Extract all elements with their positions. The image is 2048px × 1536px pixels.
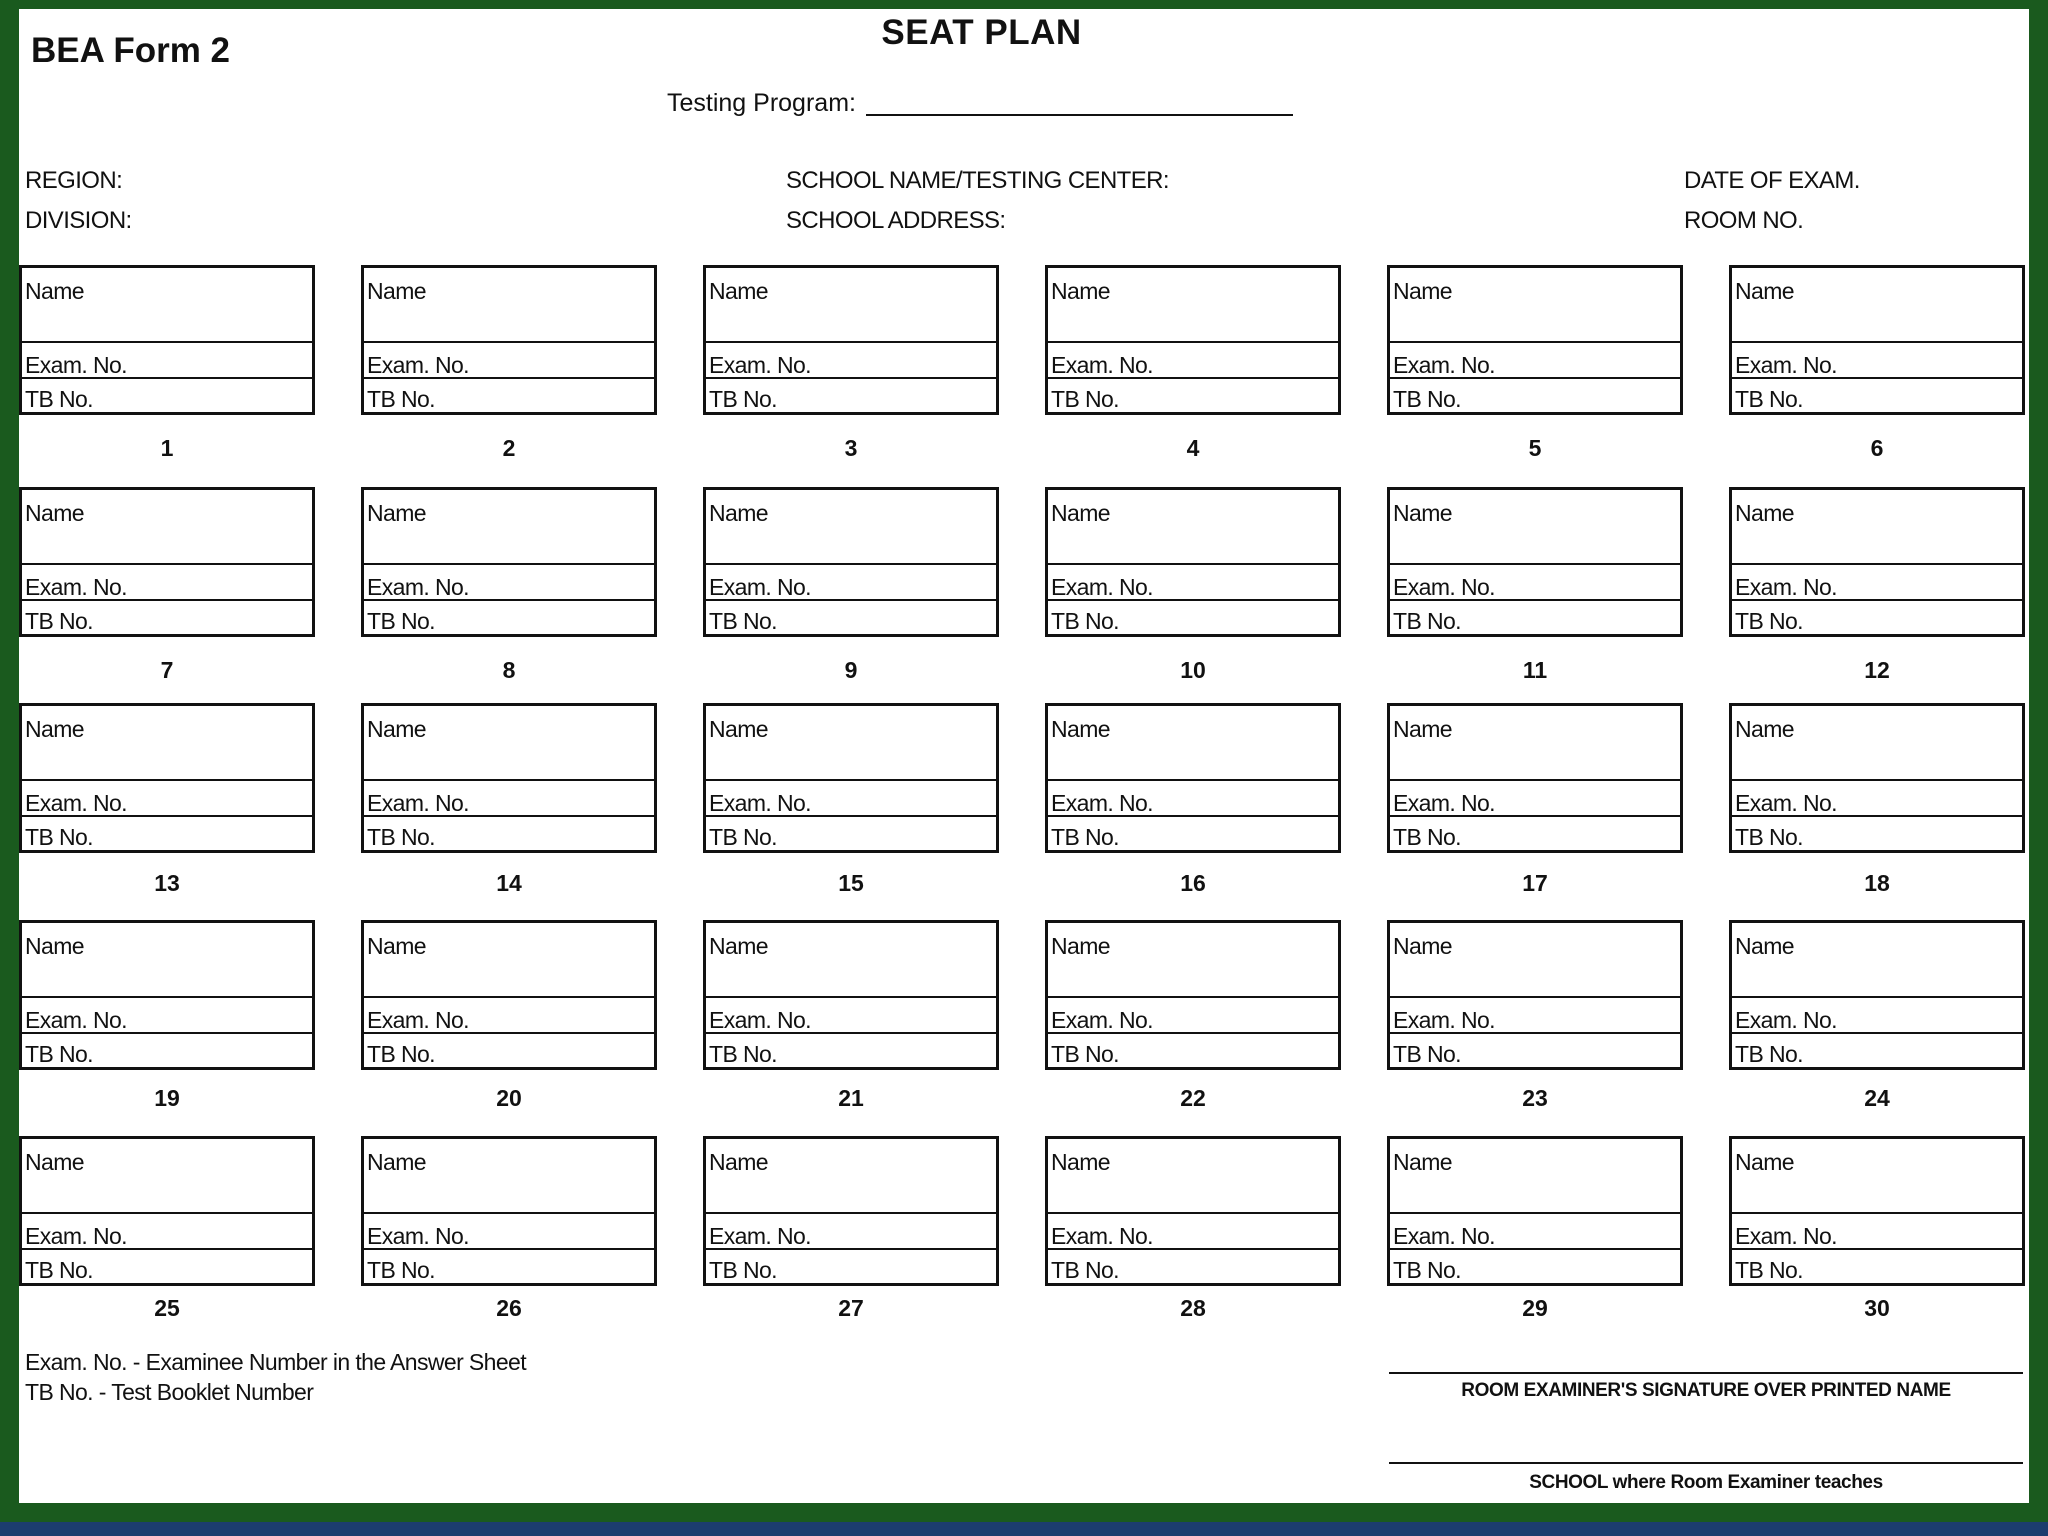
testing-program-label: Testing Program: <box>667 89 856 117</box>
seat-box[interactable] <box>19 265 315 415</box>
seat-exam-no-label: Exam. No. <box>1735 1223 1837 1249</box>
seat-exam-no-label: Exam. No. <box>25 1007 127 1033</box>
seat-box[interactable] <box>19 1136 315 1286</box>
seat-divider <box>364 1032 654 1034</box>
seat-divider <box>1732 341 2022 343</box>
seat-tb-no-label: TB No. <box>367 824 435 850</box>
seat-divider <box>22 377 312 379</box>
testing-program-field[interactable] <box>866 114 1293 116</box>
seat-divider <box>1732 1032 2022 1034</box>
seat-exam-no-label: Exam. No. <box>1051 574 1153 600</box>
seat-number: 15 <box>838 870 864 896</box>
seat-tb-no-label: TB No. <box>1051 608 1119 634</box>
seat-exam-no-label: Exam. No. <box>709 352 811 378</box>
seat-divider <box>1732 1212 2022 1214</box>
seat-box[interactable] <box>361 920 657 1070</box>
seat-box[interactable] <box>1729 487 2025 637</box>
seat-exam-no-label: Exam. No. <box>367 574 469 600</box>
seat-divider <box>1390 377 1680 379</box>
seat-box[interactable] <box>703 1136 999 1286</box>
division-label: DIVISION: <box>25 207 132 234</box>
seat-name-label: Name <box>367 716 426 742</box>
seat-divider <box>1048 815 1338 817</box>
seat-divider <box>706 815 996 817</box>
date-of-exam-label: DATE OF EXAM. <box>1684 167 1860 194</box>
legend-exam-no: Exam. No. - Examinee Number in the Answer Sheet <box>25 1349 527 1375</box>
seat-number: 26 <box>496 1295 522 1321</box>
seat-tb-no-label: TB No. <box>367 608 435 634</box>
seat-number: 13 <box>154 870 180 896</box>
seat-name-label: Name <box>1393 716 1452 742</box>
seat-name-label: Name <box>709 278 768 304</box>
seat-tb-no-label: TB No. <box>367 1257 435 1283</box>
seat-name-label: Name <box>367 933 426 959</box>
seat-number: 11 <box>1522 657 1548 683</box>
seat-name-label: Name <box>25 933 84 959</box>
seat-tb-no-label: TB No. <box>367 386 435 412</box>
examiner-signature-line[interactable] <box>1389 1372 2023 1374</box>
seat-number: 28 <box>1180 1295 1206 1321</box>
seat-name-label: Name <box>25 716 84 742</box>
seat-exam-no-label: Exam. No. <box>367 790 469 816</box>
seat-divider <box>22 599 312 601</box>
seat-divider <box>22 996 312 998</box>
seat-exam-no-label: Exam. No. <box>1393 790 1495 816</box>
seat-divider <box>1390 1248 1680 1250</box>
seat-box[interactable] <box>1387 920 1683 1070</box>
seat-tb-no-label: TB No. <box>1051 1257 1119 1283</box>
seat-divider <box>1048 599 1338 601</box>
seat-tb-no-label: TB No. <box>25 1041 93 1067</box>
seat-divider <box>364 779 654 781</box>
seat-divider <box>1048 377 1338 379</box>
seat-tb-no-label: TB No. <box>1393 824 1461 850</box>
seat-box[interactable] <box>1729 920 2025 1070</box>
seat-name-label: Name <box>1051 500 1110 526</box>
seat-box[interactable] <box>1387 487 1683 637</box>
seat-box[interactable] <box>1045 703 1341 853</box>
seat-divider <box>22 779 312 781</box>
seat-name-label: Name <box>1735 933 1794 959</box>
seat-tb-no-label: TB No. <box>1393 386 1461 412</box>
seat-divider <box>1390 815 1680 817</box>
seat-number: 8 <box>502 657 516 683</box>
seat-box[interactable] <box>1045 265 1341 415</box>
seat-box[interactable] <box>1045 487 1341 637</box>
seat-exam-no-label: Exam. No. <box>1393 352 1495 378</box>
seat-box[interactable] <box>19 703 315 853</box>
seat-divider <box>1048 341 1338 343</box>
seat-exam-no-label: Exam. No. <box>709 790 811 816</box>
seat-number: 1 <box>160 435 174 461</box>
seat-tb-no-label: TB No. <box>709 824 777 850</box>
seat-name-label: Name <box>1051 1149 1110 1175</box>
seat-exam-no-label: Exam. No. <box>1051 352 1153 378</box>
seat-divider <box>364 599 654 601</box>
seat-exam-no-label: Exam. No. <box>1393 1223 1495 1249</box>
seat-divider <box>1390 779 1680 781</box>
seat-tb-no-label: TB No. <box>1735 824 1803 850</box>
seat-exam-no-label: Exam. No. <box>1051 1223 1153 1249</box>
seat-number: 27 <box>838 1295 864 1321</box>
seat-tb-no-label: TB No. <box>1051 824 1119 850</box>
seat-box[interactable] <box>703 487 999 637</box>
seat-name-label: Name <box>1051 278 1110 304</box>
seat-name-label: Name <box>25 278 84 304</box>
seat-divider <box>1048 1248 1338 1250</box>
seat-divider <box>1732 815 2022 817</box>
seat-divider <box>1048 563 1338 565</box>
seat-exam-no-label: Exam. No. <box>25 352 127 378</box>
seat-box[interactable] <box>1045 1136 1341 1286</box>
seat-divider <box>364 996 654 998</box>
seat-exam-no-label: Exam. No. <box>709 1223 811 1249</box>
school-signature-caption: SCHOOL where Room Examiner teaches <box>1529 1472 1883 1493</box>
seat-number: 5 <box>1528 435 1542 461</box>
seat-divider <box>1732 563 2022 565</box>
seat-exam-no-label: Exam. No. <box>25 574 127 600</box>
seat-divider <box>1732 377 2022 379</box>
seat-divider <box>1390 996 1680 998</box>
seat-divider <box>706 341 996 343</box>
seat-divider <box>1732 599 2022 601</box>
seat-tb-no-label: TB No. <box>709 386 777 412</box>
seat-box[interactable] <box>361 703 657 853</box>
seat-name-label: Name <box>1393 278 1452 304</box>
seat-number: 24 <box>1864 1085 1890 1111</box>
seat-number: 14 <box>496 870 522 896</box>
seat-number: 9 <box>844 657 858 683</box>
seat-number: 17 <box>1522 870 1548 896</box>
seat-divider <box>22 815 312 817</box>
seat-divider <box>1732 1248 2022 1250</box>
school-address-label: SCHOOL ADDRESS: <box>786 207 1006 234</box>
seat-divider <box>364 815 654 817</box>
seat-number: 3 <box>844 435 858 461</box>
legend-tb-no: TB No. - Test Booklet Number <box>25 1379 314 1405</box>
seat-divider <box>706 599 996 601</box>
seat-exam-no-label: Exam. No. <box>367 352 469 378</box>
seat-tb-no-label: TB No. <box>1735 1041 1803 1067</box>
seat-divider <box>22 1212 312 1214</box>
seat-divider <box>706 1248 996 1250</box>
seat-box[interactable] <box>1729 1136 2025 1286</box>
seat-tb-no-label: TB No. <box>1735 608 1803 634</box>
seat-tb-no-label: TB No. <box>1051 1041 1119 1067</box>
seat-divider <box>706 996 996 998</box>
seat-number: 25 <box>154 1295 180 1321</box>
seat-exam-no-label: Exam. No. <box>25 790 127 816</box>
seat-exam-no-label: Exam. No. <box>709 1007 811 1033</box>
seat-number: 20 <box>496 1085 522 1111</box>
seat-name-label: Name <box>1393 500 1452 526</box>
seat-divider <box>706 377 996 379</box>
seat-divider <box>1390 563 1680 565</box>
seat-number: 30 <box>1864 1295 1890 1321</box>
seat-number: 19 <box>154 1085 180 1111</box>
seat-tb-no-label: TB No. <box>25 824 93 850</box>
examiner-signature-caption: ROOM EXAMINER'S SIGNATURE OVER PRINTED NAME <box>1461 1380 1951 1401</box>
seat-divider <box>364 563 654 565</box>
seat-name-label: Name <box>367 278 426 304</box>
seat-number: 23 <box>1522 1085 1548 1111</box>
seat-exam-no-label: Exam. No. <box>1735 790 1837 816</box>
seat-exam-no-label: Exam. No. <box>1735 574 1837 600</box>
seat-number: 12 <box>1864 657 1890 683</box>
seat-divider <box>364 1212 654 1214</box>
seat-number: 10 <box>1180 657 1206 683</box>
seat-name-label: Name <box>1393 933 1452 959</box>
seat-number: 21 <box>838 1085 864 1111</box>
seat-number: 2 <box>502 435 516 461</box>
seat-box[interactable] <box>19 920 315 1070</box>
seat-tb-no-label: TB No. <box>25 608 93 634</box>
seat-box[interactable] <box>703 265 999 415</box>
seat-divider <box>364 1248 654 1250</box>
seat-name-label: Name <box>1051 933 1110 959</box>
seat-tb-no-label: TB No. <box>709 1257 777 1283</box>
room-no-label: ROOM NO. <box>1684 207 1804 234</box>
seat-divider <box>1048 1032 1338 1034</box>
seat-number: 29 <box>1522 1295 1548 1321</box>
seat-divider <box>706 563 996 565</box>
seat-name-label: Name <box>709 500 768 526</box>
seat-number: 7 <box>160 657 174 683</box>
seat-number: 18 <box>1864 870 1890 896</box>
seat-box[interactable] <box>1387 265 1683 415</box>
seat-divider <box>1390 341 1680 343</box>
seat-exam-no-label: Exam. No. <box>1735 1007 1837 1033</box>
seat-tb-no-label: TB No. <box>1393 1041 1461 1067</box>
seat-name-label: Name <box>1735 500 1794 526</box>
seat-divider <box>1390 1212 1680 1214</box>
seat-name-label: Name <box>1051 716 1110 742</box>
seat-box[interactable] <box>703 920 999 1070</box>
seat-name-label: Name <box>25 500 84 526</box>
seat-exam-no-label: Exam. No. <box>367 1223 469 1249</box>
seat-exam-no-label: Exam. No. <box>1393 1007 1495 1033</box>
seat-divider <box>1048 779 1338 781</box>
seat-divider <box>1048 996 1338 998</box>
seat-box[interactable] <box>1387 703 1683 853</box>
seat-divider <box>1732 779 2022 781</box>
seat-exam-no-label: Exam. No. <box>1051 790 1153 816</box>
seat-box[interactable] <box>361 1136 657 1286</box>
seat-exam-no-label: Exam. No. <box>1393 574 1495 600</box>
seat-divider <box>706 1032 996 1034</box>
seat-divider <box>22 1248 312 1250</box>
seat-divider <box>364 341 654 343</box>
seat-name-label: Name <box>367 1149 426 1175</box>
seat-tb-no-label: TB No. <box>709 608 777 634</box>
seat-divider <box>22 1032 312 1034</box>
seat-name-label: Name <box>367 500 426 526</box>
seat-tb-no-label: TB No. <box>1393 608 1461 634</box>
form-label: BEA Form 2 <box>31 31 231 70</box>
seat-name-label: Name <box>1735 1149 1794 1175</box>
seat-tb-no-label: TB No. <box>709 1041 777 1067</box>
seat-divider <box>1390 599 1680 601</box>
seat-divider <box>706 1212 996 1214</box>
seat-name-label: Name <box>1735 716 1794 742</box>
seat-tb-no-label: TB No. <box>25 1257 93 1283</box>
seat-name-label: Name <box>709 716 768 742</box>
seat-box[interactable] <box>703 703 999 853</box>
seat-name-label: Name <box>1393 1149 1452 1175</box>
seat-box[interactable] <box>19 487 315 637</box>
seat-plan-sheet <box>19 9 2029 1503</box>
seat-name-label: Name <box>25 1149 84 1175</box>
seat-tb-no-label: TB No. <box>1393 1257 1461 1283</box>
seat-name-label: Name <box>709 933 768 959</box>
seat-number: 22 <box>1180 1085 1206 1111</box>
seat-exam-no-label: Exam. No. <box>367 1007 469 1033</box>
seat-exam-no-label: Exam. No. <box>25 1223 127 1249</box>
seat-number: 6 <box>1870 435 1884 461</box>
seat-box[interactable] <box>361 487 657 637</box>
school-name-label: SCHOOL NAME/TESTING CENTER: <box>786 167 1169 194</box>
seat-divider <box>1732 996 2022 998</box>
seat-number: 16 <box>1180 870 1206 896</box>
seat-name-label: Name <box>1735 278 1794 304</box>
seat-divider <box>364 377 654 379</box>
seat-box[interactable] <box>1729 703 2025 853</box>
seat-name-label: Name <box>709 1149 768 1175</box>
seat-tb-no-label: TB No. <box>25 386 93 412</box>
seat-tb-no-label: TB No. <box>1051 386 1119 412</box>
seat-box[interactable] <box>1729 265 2025 415</box>
page-title: SEAT PLAN <box>881 13 1082 52</box>
seat-number: 4 <box>1186 435 1200 461</box>
seat-exam-no-label: Exam. No. <box>1051 1007 1153 1033</box>
region-label: REGION: <box>25 167 123 194</box>
seat-exam-no-label: Exam. No. <box>709 574 811 600</box>
seat-box[interactable] <box>1387 1136 1683 1286</box>
seat-divider <box>1390 1032 1680 1034</box>
seat-tb-no-label: TB No. <box>367 1041 435 1067</box>
seat-exam-no-label: Exam. No. <box>1735 352 1837 378</box>
seat-box[interactable] <box>361 265 657 415</box>
seat-divider <box>22 341 312 343</box>
seat-tb-no-label: TB No. <box>1735 386 1803 412</box>
seat-divider <box>22 563 312 565</box>
bottom-strip <box>0 1522 2048 1536</box>
seat-box[interactable] <box>1045 920 1341 1070</box>
seat-divider <box>1048 1212 1338 1214</box>
seat-divider <box>706 779 996 781</box>
seat-tb-no-label: TB No. <box>1735 1257 1803 1283</box>
school-signature-line[interactable] <box>1389 1462 2023 1464</box>
